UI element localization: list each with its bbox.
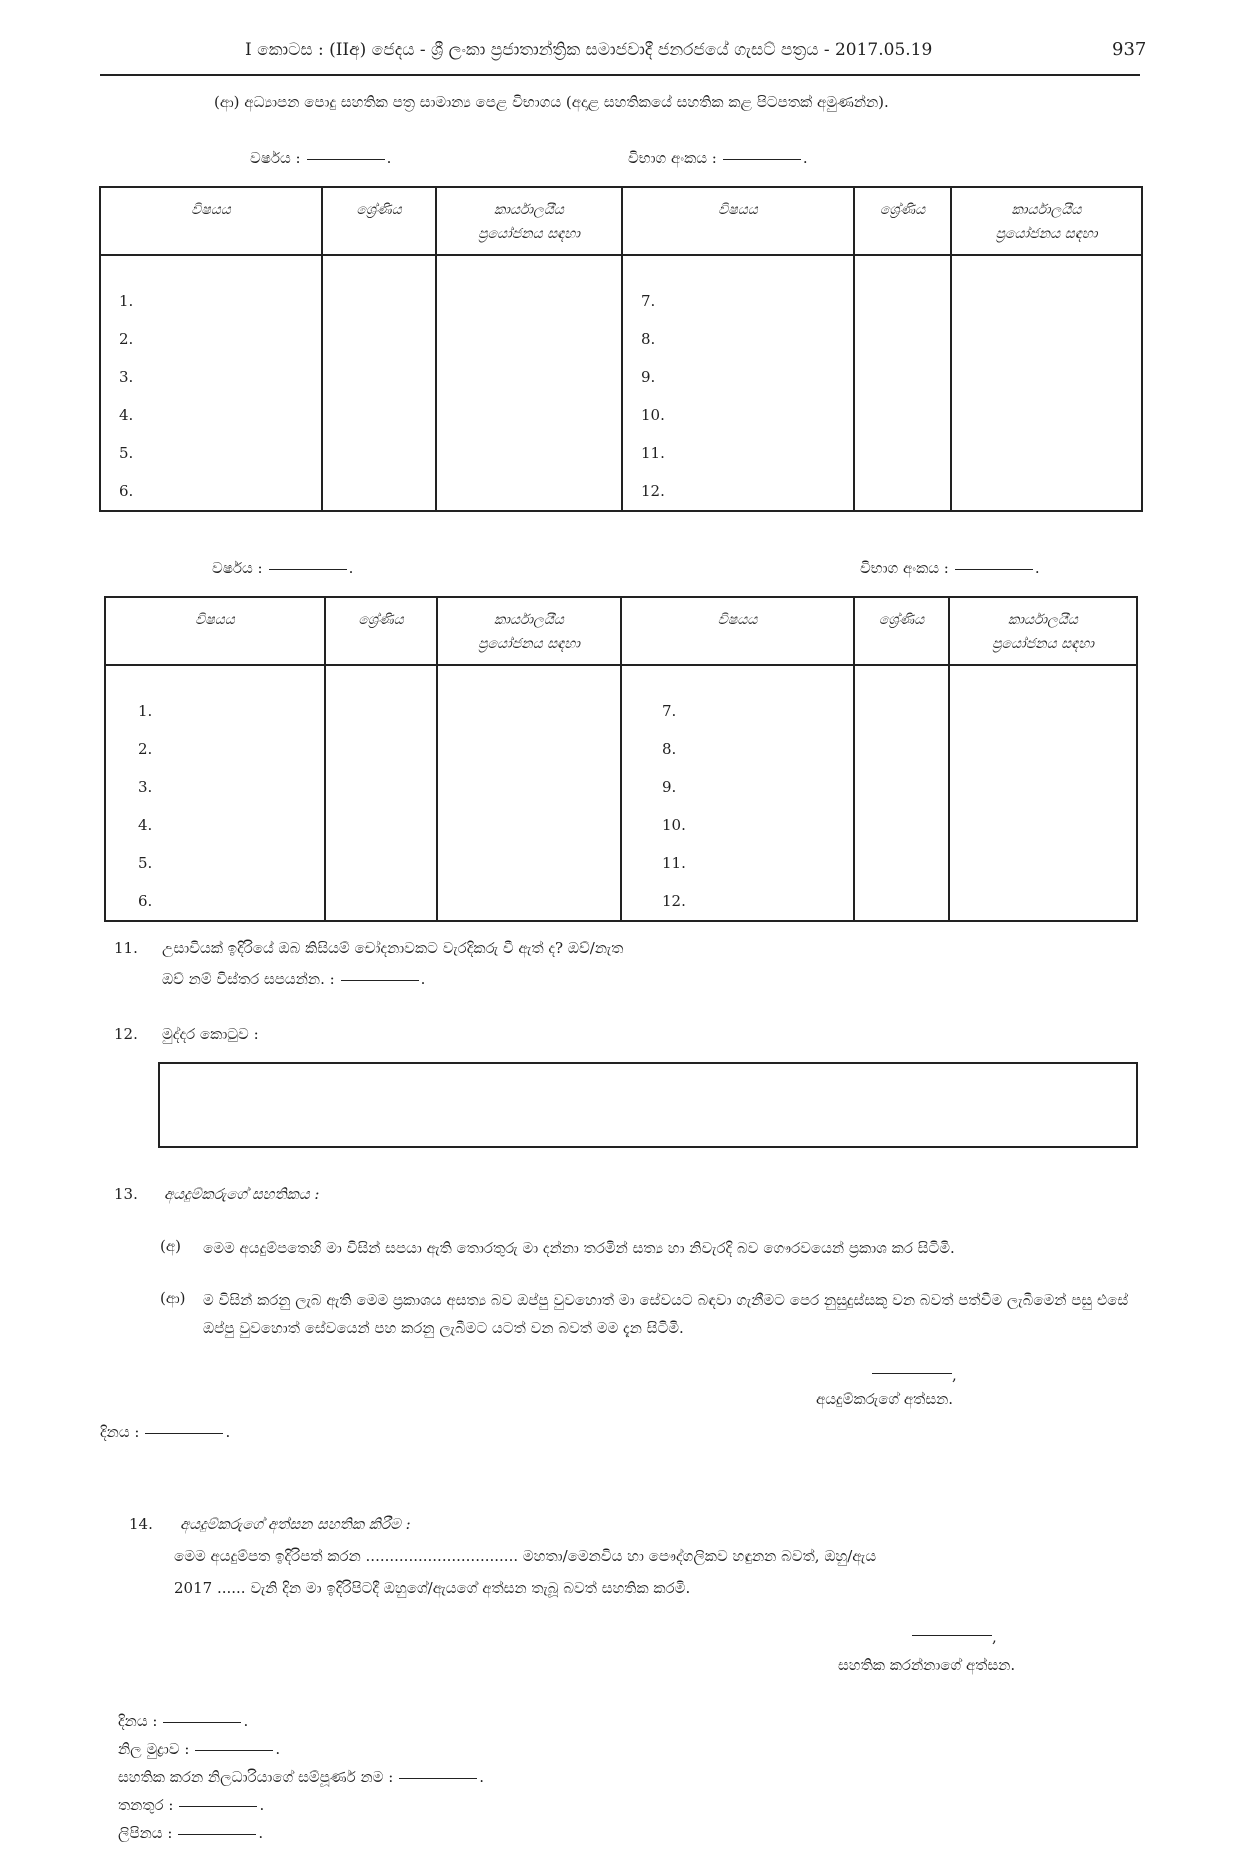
exam-no-label: විභාග අංකය :: [628, 149, 717, 167]
exam-no-field-1: විභාග අංකය : .: [628, 149, 808, 167]
exam-no-blank: [723, 158, 801, 160]
office-use-header: කාර්යාලයීය ප්‍රයෝජනය සඳහා: [437, 597, 621, 665]
year-blank: [269, 568, 347, 570]
exam-no-label: විභාග අංකය :: [860, 559, 949, 577]
q11-details-blank: [341, 979, 419, 981]
applicant-date-field: දිනය : .: [100, 1423, 231, 1441]
signature-comma: ,: [952, 1366, 957, 1384]
grade-cell[interactable]: [854, 665, 949, 921]
q11-question: උසාවියක් ඉදිරියේ ඔබ කිසියම් චෝදනාවකට වැරදිකරු වී ඇත් ද? ඔව්/නැත: [162, 939, 624, 957]
certifying-officer-name-field: සහතික කරන නිලධාරියාගේ සම්පූර්ණ නම : .: [118, 1768, 485, 1786]
q13-number: 13.: [114, 1185, 138, 1203]
row-number: 4.: [119, 406, 134, 424]
applicant-signature-line[interactable]: [872, 1373, 952, 1374]
results-table-1: [99, 186, 1143, 512]
address-field: ලිපිනය : .: [118, 1824, 264, 1842]
row-number: 10.: [662, 816, 686, 834]
row-number: 7.: [641, 292, 656, 310]
q13-b-text: ම විසින් කරනු ලැබ ඇති මෙම ප්‍රකාශය අසත්‍ය බව ඔප්පු වුවහොත් මා සේවයට බඳවා ගැනීමට පෙර නුසුදුස්සකු වන බවත් පත්වීම ලැබීමෙන් පසු එසේ ඔප්පු වුවහොත් සේවයෙන් පහ කරනු ලැබීමට යටත් වන බවත් මම දැන සිටිමි.: [203, 1291, 1129, 1337]
q14-number: 14.: [129, 1515, 153, 1533]
certifying-officer-name-label: සහතික කරන නිලධාරියාගේ සම්පූර්ණ නම :: [118, 1768, 394, 1786]
row-number: 11.: [641, 444, 665, 462]
row-number: 2.: [119, 330, 134, 348]
results-table-2: [104, 596, 1138, 922]
address-label: ලිපිනය :: [118, 1824, 173, 1842]
certifier-signature-line[interactable]: [912, 1635, 992, 1636]
row-number: 4.: [138, 816, 153, 834]
row-number: 8.: [641, 330, 656, 348]
stamp-box[interactable]: [158, 1062, 1138, 1148]
header-rule: [100, 74, 1140, 76]
q11-details-label: ඔව් නම් විස්තර සපයන්න. :: [162, 970, 335, 988]
grade-header: ශ්‍රේණිය: [854, 597, 949, 665]
row-number: 9.: [641, 368, 656, 386]
year-label: වර්ෂය :: [212, 559, 263, 577]
row-number: 9.: [662, 778, 677, 796]
subject-header: විෂයය: [100, 187, 322, 255]
q13-a-marker: (අ): [160, 1237, 181, 1255]
table-row: [105, 665, 1137, 921]
certifying-officer-name-blank: [399, 1777, 477, 1779]
row-number: 3.: [119, 368, 134, 386]
row-number: 8.: [662, 740, 677, 758]
designation-label: තනතුර :: [118, 1796, 174, 1814]
year-field-1: වර්ෂය : .: [250, 149, 392, 167]
row-number: 6.: [138, 892, 153, 910]
q12-number: 12.: [114, 1025, 138, 1043]
row-number: 5.: [119, 444, 134, 462]
official-stamp-blank: [195, 1749, 273, 1751]
date-blank: [145, 1432, 223, 1434]
table-header-row: [105, 597, 1137, 665]
row-number: 12.: [641, 482, 665, 500]
q11-details-field: ඔව් නම් විස්තර සපයන්න. : .: [162, 970, 426, 988]
q13-b-marker: (ආ): [160, 1289, 186, 1307]
footer-date-label: දිනය :: [118, 1712, 158, 1730]
year-field-2: වර්ෂය : .: [212, 559, 354, 577]
office-use-cell: [949, 665, 1137, 921]
office-use-cell: [951, 255, 1142, 511]
subject-header: විෂයය: [621, 597, 854, 665]
year-label: වර්ෂය :: [250, 149, 301, 167]
designation-field: තනතුර : .: [118, 1796, 265, 1814]
q13-a-text: මෙම අයදුම්පතෙහි මා විසින් සපයා ඇති තොරතුරු මා දන්නා තරමින් සත්‍ය හා නිවැරදි බව ගෞරවයෙන් ප්‍රකාශ කර සිටිමි.: [203, 1239, 955, 1257]
subject-cell[interactable]: [100, 255, 322, 511]
applicant-signature-label: අයදුම්කරුගේ අත්සන.: [816, 1390, 954, 1408]
grade-cell[interactable]: [322, 255, 436, 511]
address-blank: [178, 1833, 256, 1835]
q14-title: අයදුම්කරුගේ අත්සන සහතික කිරීම :: [180, 1515, 411, 1533]
q14-line-2: 2017 ...... වැනි දින මා ඉදිරිපිටදී ඔහුගේ/ඇයගේ අත්සන තැබූ බවත් සහතික කරමි.: [174, 1579, 691, 1597]
subject-header: විෂයය: [622, 187, 854, 255]
row-number: 5.: [138, 854, 153, 872]
row-number: 2.: [138, 740, 153, 758]
designation-blank: [179, 1805, 257, 1807]
subject-cell[interactable]: [105, 665, 325, 921]
row-number: 12.: [662, 892, 686, 910]
row-number: 11.: [662, 854, 686, 872]
exam-no-field-2: විභාග අංකය : .: [860, 559, 1040, 577]
signature-comma: ,: [992, 1628, 997, 1646]
grade-cell[interactable]: [325, 665, 437, 921]
row-number: 3.: [138, 778, 153, 796]
official-stamp-label: නිල මුද්‍රාව :: [118, 1740, 190, 1758]
row-number: 7.: [662, 702, 677, 720]
q14-line-1: මෙම අයදුම්පත ඉදිරිපත් කරන ................................ මහතා/මෙනවිය හා පෞද්ගලිකව හඳුනන බවත්, ඔහු/ඇය: [174, 1547, 877, 1565]
exam-no-blank: [955, 568, 1033, 570]
table-header-row: [100, 187, 1142, 255]
row-number: 1.: [138, 702, 153, 720]
subject-cell[interactable]: [621, 665, 854, 921]
grade-header: ශ්‍රේණිය: [325, 597, 437, 665]
section-intro: (ආ) අධ්‍යාපන පොදු සහතික පත්‍ර සාමාන්‍ය පෙළ විභාගය (අදාළ සහතිකයේ සහතික කළ පිටපතක් අමුණන්න).: [214, 93, 889, 111]
office-use-header: කාර්යාලයීය ප්‍රයෝජනය සඳහා: [951, 187, 1142, 255]
office-use-header: කාර්යාලයීය ප්‍රයෝජනය සඳහා: [949, 597, 1137, 665]
subject-header: විෂයය: [105, 597, 325, 665]
page-number: 937: [1112, 39, 1147, 60]
office-use-cell: [436, 255, 622, 511]
row-number: 6.: [119, 482, 134, 500]
certifier-signature-label: සහතික කරන්නාගේ අත්සන.: [838, 1656, 1016, 1674]
footer-date-field: දිනය : .: [118, 1712, 249, 1730]
year-blank: [307, 158, 385, 160]
footer-date-blank: [163, 1721, 241, 1723]
office-use-header: කාර්යාලයීය ප්‍රයෝජනය සඳහා: [436, 187, 622, 255]
row-number: 10.: [641, 406, 665, 424]
subject-cell[interactable]: [622, 255, 854, 511]
gazette-header-title: I කොටස : (IIඅ) ජෙදය - ශ්‍රී ලංකා ප්‍රජාතාන්ත්‍රික සමාජවාදී ජනරජයේ ගැසට් පත්‍රය - 2017.05.19: [245, 40, 933, 60]
grade-header: ශ්‍රේණිය: [854, 187, 951, 255]
q12-label: මුද්දර කොටුව :: [162, 1025, 259, 1043]
row-number: 1.: [119, 292, 134, 310]
grade-cell[interactable]: [854, 255, 951, 511]
q11-number: 11.: [114, 939, 138, 957]
q13-title: අයදුම්කරුගේ සහතිකය :: [164, 1185, 320, 1203]
table-row: [100, 255, 1142, 511]
official-stamp-field: නිල මුද්‍රාව : .: [118, 1740, 281, 1758]
date-label: දිනය :: [100, 1423, 140, 1441]
grade-header: ශ්‍රේණිය: [322, 187, 436, 255]
office-use-cell: [437, 665, 621, 921]
